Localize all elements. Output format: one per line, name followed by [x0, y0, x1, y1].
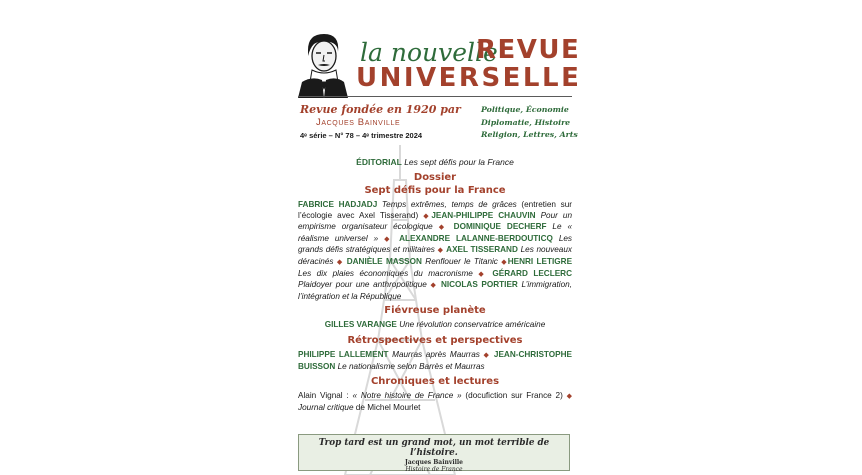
- quote-text: Trop tard est un grand mot, un mot terrible de l’histoire.: [318, 438, 550, 458]
- author-name: JEAN-CHRISTOPHE BUISSON: [298, 350, 572, 371]
- founder-name: Jacques Bainville: [316, 117, 401, 128]
- quote-author: Jacques Bainville: [405, 459, 463, 466]
- diamond-icon: ◆: [483, 352, 491, 359]
- editorial-title: Les sept défis pour la France: [404, 157, 514, 167]
- quote-box: [298, 434, 570, 471]
- editorial-line: [298, 157, 572, 167]
- topic-line: Politique, Économie: [481, 105, 569, 114]
- author-name: JEAN-PHILIPPE CHAUVIN: [431, 210, 536, 220]
- article-title: Pour un empirisme organisateur écologique: [298, 210, 573, 232]
- chroniques-contents: [298, 391, 572, 413]
- section-dossier: Dossier: [413, 172, 457, 183]
- article-title: Temps extrêmes, temps de grâces: [381, 200, 517, 209]
- article-title: Les dix plaies économiques du macronisme: [298, 268, 473, 278]
- diamond-icon: ◆: [437, 247, 444, 255]
- author-name: GILLES VARANGE: [324, 320, 397, 329]
- article-title: Les nouveaux déracinés: [298, 245, 573, 266]
- topic-line: Religion, Lettres, Arts: [481, 130, 578, 139]
- masthead-prefix: la nouvelle: [360, 38, 498, 67]
- author-name: PHILIPPE LALLEMENT: [298, 350, 389, 359]
- header-rule: [298, 96, 572, 97]
- article-title: Plaidoyer pour une anthropolitique: [298, 280, 427, 290]
- article-title: L’immigration, l’intégration et la République: [298, 280, 572, 301]
- article-title: Une révolution conservatrice américaine: [399, 320, 546, 329]
- author-name: HENRI LETIGRE: [507, 256, 573, 266]
- article-title: Le « réalisme universel »: [298, 222, 573, 243]
- article-title: Renflouer le Titanic: [425, 256, 498, 266]
- author-name: Alain Vignal :: [298, 391, 353, 400]
- author-name: GÉRARD LECLERC: [492, 268, 573, 278]
- section-dossier-title: Sept défis pour la France: [364, 185, 506, 196]
- section-planet: Fiévreuse planète: [384, 305, 486, 316]
- dossier-contents: [298, 200, 572, 302]
- masthead-revue: REVUE: [476, 35, 581, 65]
- quote-work: Histoire de France: [405, 466, 463, 473]
- diamond-icon: ◆: [501, 258, 508, 266]
- topic-line: Diplomatie, Histoire: [481, 117, 571, 127]
- author-name: AXEL TISSERAND: [446, 245, 518, 255]
- author-name: FABRICE HADJADJ: [298, 200, 378, 209]
- section-chroniques: Chroniques et lectures: [370, 376, 500, 387]
- diamond-icon: ◆: [336, 258, 344, 266]
- diamond-icon: ◆: [438, 224, 448, 232]
- diamond-icon: ◆: [430, 282, 438, 290]
- retro-contents: [298, 350, 572, 372]
- section-retro: Rétrospectives et perspectives: [347, 335, 523, 346]
- diamond-icon: ◆: [478, 270, 487, 278]
- article-title: Le nationalisme selon Barrès et Maurras: [337, 361, 485, 371]
- masthead-universelle: UNIVERSELLE: [356, 63, 582, 93]
- bainville-portrait: [294, 30, 350, 98]
- article-title: Les grands défis stratégiques et militaires: [298, 233, 573, 255]
- author-name: DOMINIQUE DECHERF: [453, 222, 547, 232]
- issue-number: 4ᵉ série – N° 78 – 4ᵉ trimestre 2024: [300, 131, 423, 140]
- diamond-icon: ◆: [384, 235, 394, 243]
- author-name: DANIÈLE MASSON: [346, 256, 422, 266]
- author-name: ALEXANDRE LALANNE-BERDOUTICQ: [399, 233, 553, 243]
- diamond-icon: ◆: [423, 212, 432, 220]
- topics-list: [481, 104, 578, 142]
- article-title: Maurras après Maurras: [392, 350, 480, 359]
- article-note: (docufiction sur France 2): [461, 391, 563, 400]
- diamond-icon: ◆: [566, 393, 573, 400]
- article-title: « Notre histoire de France »: [352, 391, 462, 400]
- founded-line: Revue fondée en 1920 par: [300, 103, 461, 116]
- planet-contents: [298, 320, 572, 331]
- author-name: NICOLAS PORTIER: [440, 280, 518, 290]
- editorial-label: ÉDITORIAL: [356, 157, 402, 167]
- article-note: (entretien sur l’écologie avec Axel Tisserand): [298, 200, 573, 220]
- article-title: Journal critique: [298, 402, 354, 412]
- article-note: de Michel Mourlet: [353, 402, 421, 412]
